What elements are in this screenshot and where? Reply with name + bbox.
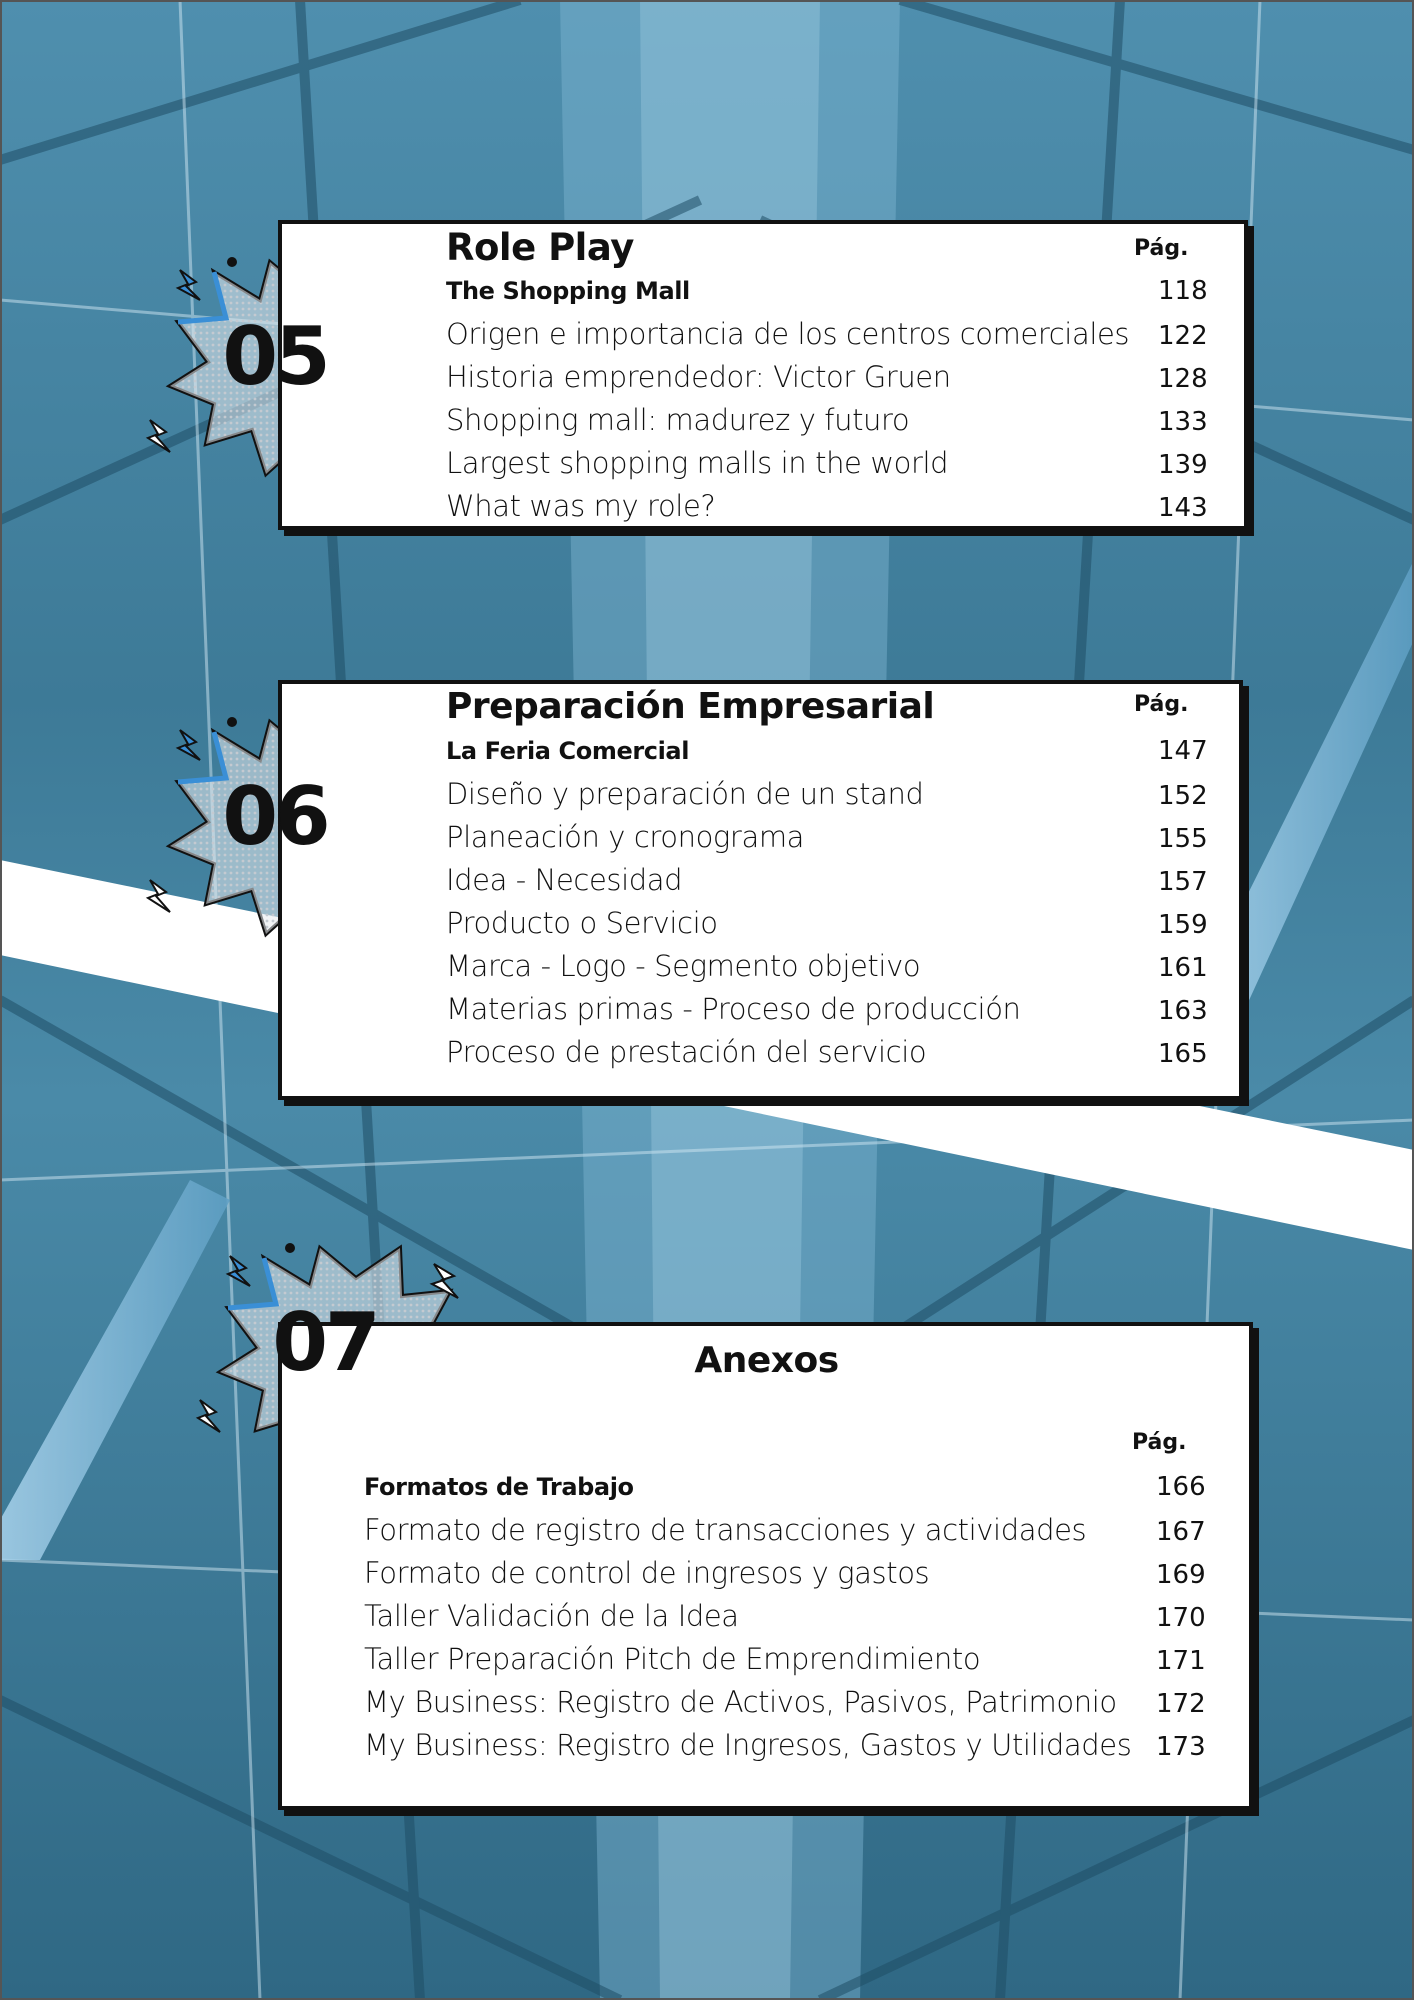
toc-entry[interactable] bbox=[446, 356, 1206, 399]
toc-entry[interactable] bbox=[446, 485, 1206, 528]
page-column-label: Pág. bbox=[1134, 692, 1189, 717]
toc-entry[interactable] bbox=[364, 1681, 1204, 1724]
toc-entry-label: Shopping mall: madurez y futuro bbox=[446, 403, 910, 437]
toc-entry[interactable] bbox=[364, 1724, 1204, 1767]
toc-entry-page: 155 bbox=[1158, 824, 1208, 854]
toc-entry-label: Materias primas - Proceso de producción bbox=[446, 992, 1021, 1026]
section-number-06: 06 bbox=[222, 770, 328, 863]
toc-entry-label: Formatos de Trabajo bbox=[364, 1473, 634, 1501]
toc-entry-page: 171 bbox=[1156, 1646, 1206, 1676]
toc-entry-page: 159 bbox=[1158, 910, 1208, 940]
toc-entry-page: 170 bbox=[1156, 1603, 1206, 1633]
toc-entry-page: 128 bbox=[1158, 364, 1208, 394]
toc-entry-page: 172 bbox=[1156, 1689, 1206, 1719]
toc-entry[interactable] bbox=[446, 773, 1206, 816]
toc-entry-page: 143 bbox=[1158, 493, 1208, 523]
section-card-07 bbox=[278, 1322, 1253, 1810]
toc-entry-page: 167 bbox=[1156, 1517, 1206, 1547]
toc-entry-label: Idea - Necesidad bbox=[446, 863, 683, 897]
section-title: Role Play bbox=[446, 226, 634, 269]
section-title: Preparación Empresarial bbox=[446, 686, 935, 727]
toc-entry[interactable] bbox=[446, 902, 1206, 945]
toc-entry[interactable] bbox=[364, 1509, 1204, 1552]
toc-entry-page: 147 bbox=[1158, 736, 1208, 766]
toc-entry-page: 118 bbox=[1158, 276, 1208, 306]
toc-entry[interactable] bbox=[446, 313, 1206, 356]
toc-entry-label: Taller Validación de la Idea bbox=[364, 1599, 739, 1633]
toc-entry-page: 165 bbox=[1158, 1039, 1208, 1069]
section-title: Anexos bbox=[694, 1340, 839, 1381]
page-column-label: Pág. bbox=[1132, 1430, 1187, 1455]
toc-entry[interactable] bbox=[364, 1466, 1204, 1509]
toc-entry-label: Proceso de prestación del servicio bbox=[446, 1035, 927, 1069]
toc-entry-label: Formato de control de ingresos y gastos bbox=[364, 1556, 930, 1590]
toc-entry-label: My Business: Registro de Ingresos, Gastos y Utilidades bbox=[364, 1728, 1132, 1762]
toc-entry-page: 161 bbox=[1158, 953, 1208, 983]
toc-entry-page: 133 bbox=[1158, 407, 1208, 437]
toc-entry[interactable] bbox=[446, 816, 1206, 859]
toc-entry-page: 169 bbox=[1156, 1560, 1206, 1590]
toc-entry-page: 122 bbox=[1158, 321, 1208, 351]
section-card-05 bbox=[278, 220, 1248, 530]
toc-entry[interactable] bbox=[364, 1552, 1204, 1595]
toc-entry-label: Historia emprendedor: Victor Gruen bbox=[446, 360, 951, 394]
toc-entry[interactable] bbox=[446, 1031, 1206, 1074]
toc-entry-label: La Feria Comercial bbox=[446, 737, 690, 765]
toc-entry-label: Formato de registro de transacciones y actividades bbox=[364, 1513, 1087, 1547]
toc-entry-page: 163 bbox=[1158, 996, 1208, 1026]
toc-entry-label: Planeación y cronograma bbox=[446, 820, 805, 854]
toc-entry-page: 157 bbox=[1158, 867, 1208, 897]
toc-entry-page: 166 bbox=[1156, 1472, 1206, 1502]
toc-entry-label: My Business: Registro de Activos, Pasivos, Patrimonio bbox=[364, 1685, 1117, 1719]
toc-entry[interactable] bbox=[446, 945, 1206, 988]
toc-entry[interactable] bbox=[446, 399, 1206, 442]
toc-entry-label: Diseño y preparación de un stand bbox=[446, 777, 924, 811]
toc-entry-label: The Shopping Mall bbox=[446, 277, 690, 305]
toc-entry[interactable] bbox=[364, 1638, 1204, 1681]
page-column-label: Pág. bbox=[1134, 236, 1189, 261]
section-number-05: 05 bbox=[222, 310, 328, 403]
toc-entry[interactable] bbox=[446, 730, 1206, 773]
section-card-06 bbox=[278, 680, 1243, 1100]
toc-entry[interactable] bbox=[446, 442, 1206, 485]
toc-entry-label: Marca - Logo - Segmento objetivo bbox=[446, 949, 921, 983]
toc-entry[interactable] bbox=[446, 859, 1206, 902]
toc-entry-page: 173 bbox=[1156, 1732, 1206, 1762]
toc-entry-label: Largest shopping malls in the world bbox=[446, 446, 949, 480]
toc-entry-page: 139 bbox=[1158, 450, 1208, 480]
toc-entry-label: What was my role? bbox=[446, 489, 716, 523]
toc-entry-label: Producto o Servicio bbox=[446, 906, 718, 940]
section-number-07: 07 bbox=[272, 1296, 378, 1389]
toc-entry[interactable] bbox=[364, 1595, 1204, 1638]
toc-entry-page: 152 bbox=[1158, 781, 1208, 811]
toc-entry[interactable] bbox=[446, 988, 1206, 1031]
toc-entry-label: Taller Preparación Pitch de Emprendimiento bbox=[364, 1642, 981, 1676]
toc-entry[interactable] bbox=[446, 270, 1206, 313]
toc-entry-label: Origen e importancia de los centros comerciales bbox=[446, 317, 1130, 351]
